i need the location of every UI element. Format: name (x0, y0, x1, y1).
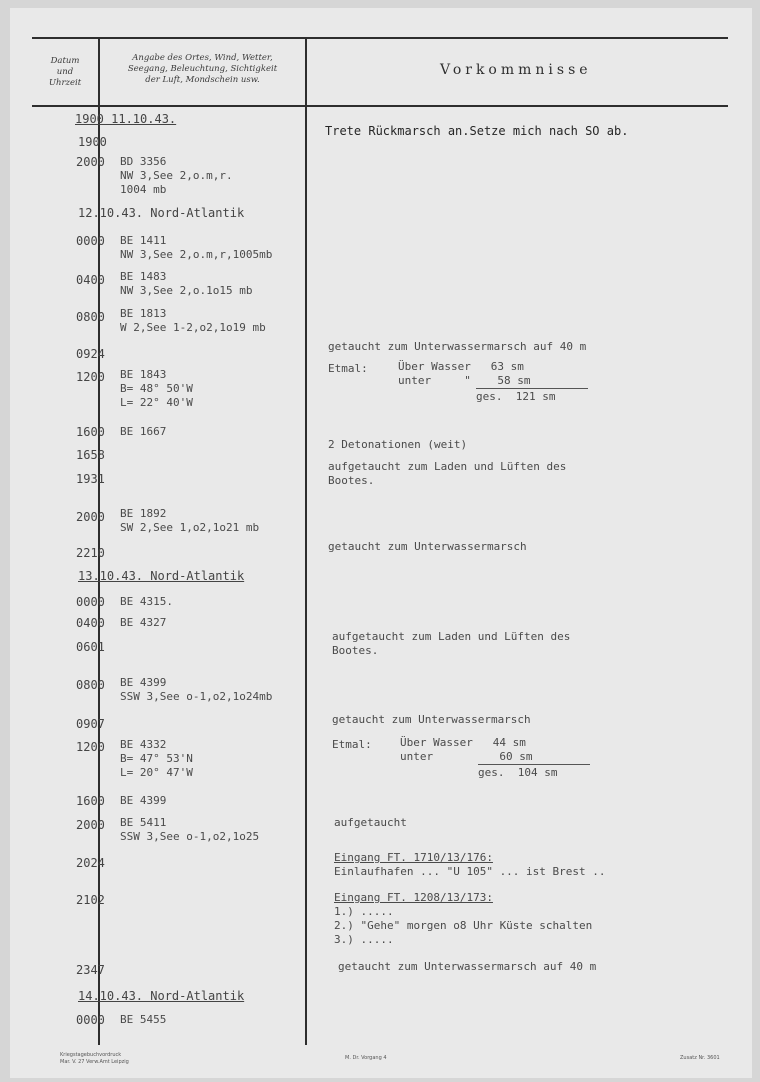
time-entry: 1200 (76, 740, 105, 754)
event-text: getaucht zum Unterwassermarsch auf 40 m (338, 960, 597, 973)
time-entry: 0924 (76, 347, 105, 361)
time-entry: 0000 (76, 234, 105, 248)
time-entry: 2000 (76, 510, 105, 524)
etmal-label: Etmal: (328, 362, 368, 375)
position-weather: BE 1892 SW 2,See 1,o2,1o21 mb (120, 507, 260, 534)
etmal-sum-line (478, 764, 590, 765)
time-entry: 2000 (76, 818, 105, 832)
position-weather: BE 5411 SSW 3,See o-1,o2,1o25 (120, 816, 260, 843)
time-entry: 0400 (76, 616, 105, 630)
event-text: Trete Rückmarsch an.Setze mich nach SO ab. (325, 124, 629, 138)
time-entry: 2000 (76, 155, 105, 169)
date-entry: 1900 11.10.43. (75, 112, 177, 126)
time-entry: 0800 (76, 310, 105, 324)
event-text: aufgetaucht (334, 816, 407, 829)
event-text: getaucht zum Unterwassermarsch (328, 540, 527, 553)
radio-message-heading: Eingang FT. 1710/13/176: (334, 851, 493, 864)
time-entry: 0601 (76, 640, 105, 654)
time-entry: 2102 (76, 893, 105, 907)
time-entry: 2210 (76, 546, 105, 560)
position-weather: BE 1813 W 2,See 1-2,o2,1o19 mb (120, 307, 266, 334)
time-entry: 2347 (76, 963, 105, 977)
time-entry: 1200 (76, 370, 105, 384)
time-entry: 0000 (76, 1013, 105, 1027)
position-weather: BE 4315. (120, 595, 173, 608)
etmal-sum-line (476, 388, 588, 389)
time-entry: 0400 (76, 273, 105, 287)
footer-center: M. Dr. Vorgang 4 (345, 1055, 387, 1061)
position-weather: BE 4399 (120, 794, 167, 807)
header-date-time: Datum und Uhrzeit (48, 56, 82, 88)
column-divider-2 (305, 38, 307, 1045)
radio-message-text: Einlaufhafen ... "U 105" ... ist Brest .. (334, 865, 606, 878)
time-entry: 1600 (76, 794, 105, 808)
time-entry: 1900 (78, 135, 107, 149)
position-weather: BE 5455 (120, 1013, 167, 1026)
time-entry: 1931 (76, 472, 105, 486)
position-weather: BE 1483 NW 3,See 2,o.1o15 mb (120, 270, 253, 297)
header-bottom-border (32, 105, 728, 107)
time-entry: 0800 (76, 678, 105, 692)
footer-form-id: Kriegstagebuchvordruck Mar. V. 27 Verw.Amt Leipzig (60, 1052, 129, 1065)
position-weather: BE 1667 (120, 425, 167, 438)
event-text: getaucht zum Unterwassermarsch (332, 713, 531, 726)
position-weather: BE 1843 B= 48° 50'W L= 22° 40'W (120, 368, 193, 409)
time-entry: 0000 (76, 595, 105, 609)
time-entry: 1600 (76, 425, 105, 439)
etmal-rows: Über Wasser 44 sm unter 60 sm (400, 736, 533, 763)
etmal-label: Etmal: (332, 738, 372, 751)
etmal-rows: Über Wasser 63 sm unter " 58 sm (398, 360, 531, 387)
table-top-border (32, 37, 728, 39)
position-weather: BD 3356 NW 3,See 2,o.m,r. 1004 mb (120, 155, 233, 196)
position-weather: BE 4327 (120, 616, 167, 629)
event-text: getaucht zum Unterwassermarsch auf 40 m (328, 340, 587, 353)
event-text: aufgetaucht zum Laden und Lüften des Bootes. (332, 630, 571, 657)
header-location-weather: Angabe des Ortes, Wind, Wetter, Seegang, Beleuchtung, Sichtigkeit der Luft, Mondschein usw. (127, 53, 278, 85)
time-entry: 0907 (76, 717, 105, 731)
date-heading: 13.10.43. Nord-Atlantik (78, 569, 245, 583)
event-text: 2 Detonationen (weit) (328, 438, 468, 451)
date-heading: 14.10.43. Nord-Atlantik (78, 989, 245, 1003)
position-weather: BE 4399 SSW 3,See o-1,o2,1o24mb (120, 676, 273, 703)
event-text: aufgetaucht zum Laden und Lüften des Bootes. (328, 460, 567, 487)
etmal-total: ges. 121 sm (476, 390, 556, 403)
header-events: Vorkommnisse (440, 62, 592, 78)
footer-right: Zusatz Nr. 3601 (680, 1055, 720, 1061)
position-weather: BE 1411 NW 3,See 2,o.m,r,1005mb (120, 234, 273, 261)
position-weather: BE 4332 B= 47° 53'N L= 20° 47'W (120, 738, 193, 779)
radio-message-text: 1.) ..... 2.) "Gehe" morgen o8 Uhr Küste schalten 3.) ..... (334, 905, 593, 946)
etmal-total: ges. 104 sm (478, 766, 558, 779)
date-heading: 12.10.43. Nord-Atlantik (78, 206, 245, 220)
radio-message-heading: Eingang FT. 1208/13/173: (334, 891, 493, 904)
time-entry: 1658 (76, 448, 105, 462)
time-entry: 2024 (76, 856, 105, 870)
